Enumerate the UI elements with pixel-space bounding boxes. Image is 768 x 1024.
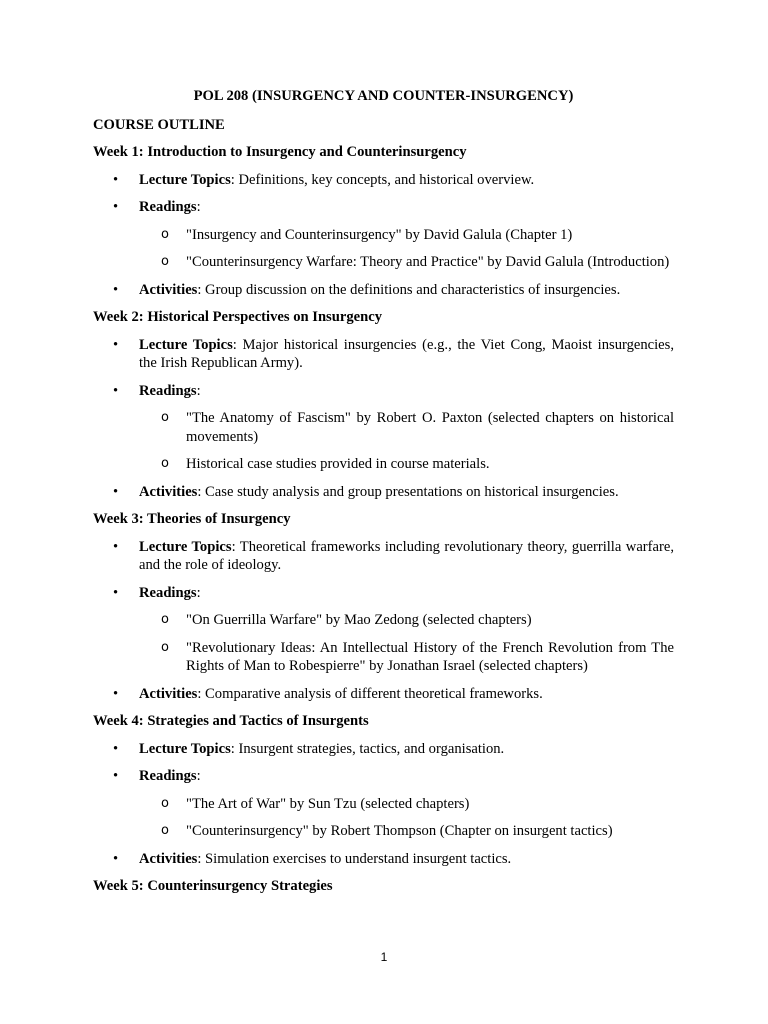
- reading-text: "Revolutionary Ideas: An Intellectual History of the French Revolution from The Rights of Man to Robespierre" by Jonathan Israel (selected chapters): [186, 639, 674, 674]
- activities-item: [93, 483, 674, 502]
- activities-label: Activities: [139, 685, 198, 702]
- activities-text: : Simulation exercises to understand insurgent tactics.: [197, 850, 512, 867]
- week-heading: Week 4: Strategies and Tactics of Insurgents: [93, 713, 369, 729]
- lecture-topics-label: Lecture Topics: [139, 538, 232, 555]
- sub-bullet-marker: o: [161, 639, 169, 655]
- reading-text: "On Guerrilla Warfare" by Mao Zedong (selected chapters): [186, 612, 532, 628]
- page-number: 1: [380, 950, 388, 964]
- lecture-topics-item: [93, 171, 674, 190]
- week-heading: Week 1: Introduction to Insurgency and Counterinsurgency: [93, 144, 467, 160]
- week-section: [93, 510, 674, 703]
- lecture-topics-item: [93, 336, 674, 373]
- activities-item: [93, 850, 674, 869]
- reading-text: "The Art of War" by Sun Tzu (selected chapters): [186, 795, 470, 812]
- outline-heading: COURSE OUTLINE: [93, 116, 225, 133]
- bullet-marker: •: [113, 171, 119, 188]
- activities-label: Activities: [139, 281, 198, 298]
- readings-item: • Readings:: [113, 768, 201, 784]
- lecture-topics-text: : Definitions, key concepts, and historical overview.: [230, 171, 535, 188]
- reading-item: [93, 639, 674, 676]
- document-body: [93, 87, 674, 905]
- reading-text: Historical case studies provided in course materials.: [186, 456, 490, 472]
- reading-item: [93, 253, 674, 272]
- reading-item: [93, 795, 674, 814]
- activities-text: : Group discussion on the definitions and characteristics of insurgencies.: [197, 281, 621, 298]
- readings-item: • Readings:: [113, 382, 201, 399]
- reading-text: "Counterinsurgency Warfare: Theory and Practice" by David Galula (Introduction): [186, 254, 670, 270]
- reading-item: [93, 611, 674, 630]
- document-title: POL 208 (INSURGENCY AND COUNTER-INSURGENCY): [193, 88, 574, 104]
- bullet-marker: •: [113, 483, 119, 500]
- weeks-list: [93, 143, 674, 868]
- readings-label: Readings: [139, 584, 197, 601]
- bullet-marker: •: [113, 850, 119, 867]
- bullet-marker: •: [113, 768, 119, 784]
- week-5-heading: Week 5: Counterinsurgency Strategies: [93, 878, 333, 894]
- bullet-marker: •: [113, 336, 119, 353]
- readings-label: Readings: [139, 382, 197, 399]
- sub-bullet-marker: o: [161, 410, 169, 425]
- reading-text: "Counterinsurgency" by Robert Thompson (Chapter on insurgent tactics): [186, 823, 613, 839]
- activities-text: : Comparative analysis of different theoretical frameworks.: [197, 685, 543, 702]
- readings-item: • Readings:: [113, 199, 201, 215]
- reading-text: "The Anatomy of Fascism" by Robert O. Paxton (selected chapters on historical movements): [186, 410, 674, 445]
- sub-bullet-marker: o: [161, 795, 169, 811]
- lecture-topics-text: : Insurgent strategies, tactics, and organisation.: [230, 740, 505, 757]
- sub-bullet-marker: o: [161, 456, 169, 471]
- activities-label: Activities: [139, 483, 198, 500]
- activities-text: : Case study analysis and group presentations on historical insurgencies.: [197, 483, 619, 500]
- reading-text: "Insurgency and Counterinsurgency" by David Galula (Chapter 1): [186, 226, 573, 243]
- lecture-topics-label: Lecture Topics: [139, 740, 231, 757]
- week-section: [93, 712, 674, 868]
- activities-label: Activities: [139, 850, 198, 867]
- readings-label: Readings: [139, 199, 197, 215]
- bullet-marker: •: [113, 281, 119, 298]
- lecture-topics-label: Lecture Topics: [139, 171, 231, 188]
- lecture-topics-item: [93, 740, 674, 759]
- sub-bullet-marker: o: [161, 823, 169, 838]
- lecture-topics-text: : Theoretical frameworks including revolutionary theory, guerrilla warfare, and the role of ideology.: [139, 538, 674, 573]
- bullet-marker: •: [113, 382, 119, 399]
- bullet-marker: •: [113, 740, 119, 757]
- bullet-marker: •: [113, 685, 119, 702]
- lecture-topics-label: Lecture Topics: [139, 336, 233, 353]
- reading-item: [93, 455, 674, 474]
- week-heading: Week 3: Theories of Insurgency: [93, 511, 291, 527]
- reading-item: [93, 409, 674, 446]
- readings-item: • Readings:: [113, 584, 201, 601]
- week-heading: Week 2: Historical Perspectives on Insurgency: [93, 309, 382, 325]
- sub-bullet-marker: o: [161, 254, 169, 269]
- bullet-marker: •: [113, 538, 119, 555]
- lecture-topics-item: [93, 538, 674, 575]
- bullet-marker: •: [113, 199, 119, 215]
- readings-label: Readings: [139, 768, 197, 784]
- bullet-marker: •: [113, 584, 119, 601]
- week-section: [93, 308, 674, 501]
- activities-item: [93, 685, 674, 704]
- activities-item: [93, 281, 674, 300]
- reading-item: [93, 822, 674, 841]
- sub-bullet-marker: o: [161, 226, 169, 242]
- week-section: [93, 143, 674, 299]
- reading-item: [93, 226, 674, 245]
- lecture-topics-text: : Major historical insurgencies (e.g., the Viet Cong, Maoist insurgencies, the Irish Republican Army).: [139, 336, 674, 371]
- sub-bullet-marker: o: [161, 612, 169, 627]
